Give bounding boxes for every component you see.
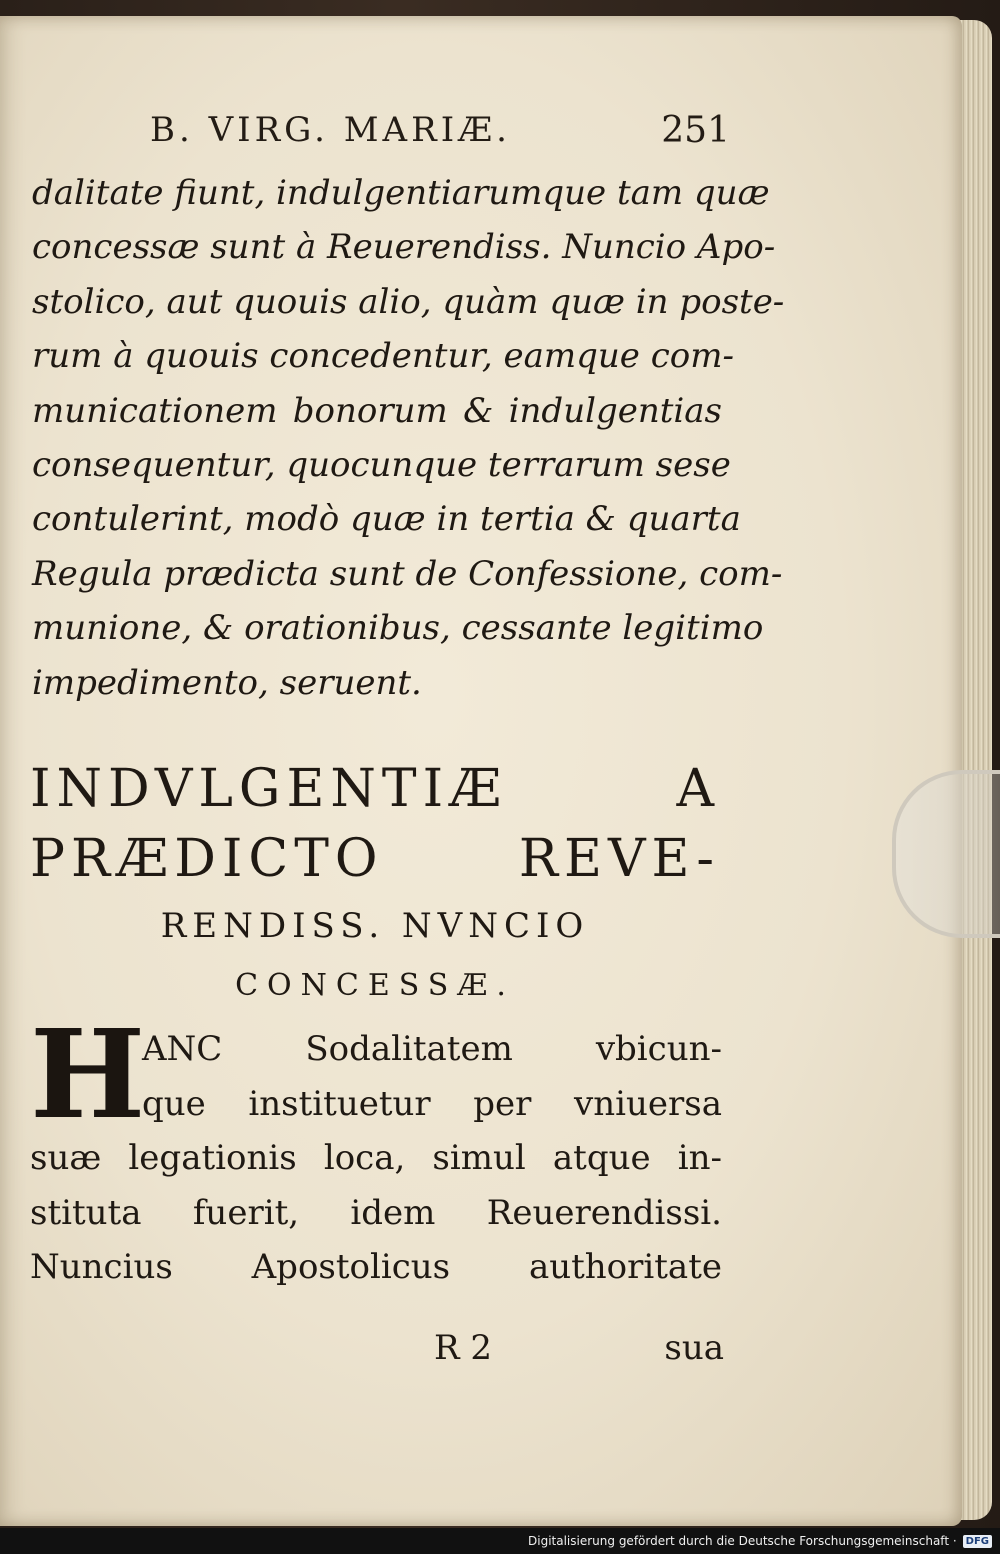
page-number: 251 bbox=[661, 110, 730, 151]
text-line: Regula prædicta sunt de Confessione, com- bbox=[32, 553, 783, 594]
roman-paragraph bbox=[30, 1002, 722, 1295]
book-page bbox=[0, 16, 962, 1526]
heading-line-1: INDVLGENTIÆ A bbox=[30, 759, 720, 819]
text-line: municationem bonorum & indulgentias bbox=[32, 390, 722, 431]
text-line: stolico, aut quouis alio, quàm quæ in poste- bbox=[32, 281, 785, 322]
drop-cap: H bbox=[30, 1002, 146, 1146]
italic-text-block bbox=[32, 166, 785, 710]
text-line: stituta fuerit, idem Reuerendissi. bbox=[30, 1192, 722, 1233]
heading-line-3: RENDISS. NVNCIO bbox=[160, 906, 590, 946]
heading-line-2: PRÆDICTO REVE- bbox=[30, 829, 720, 889]
text-line: Nuncius Apostolicus authoritate bbox=[30, 1247, 722, 1287]
catchword: sua bbox=[664, 1328, 724, 1368]
clasp-clip bbox=[892, 770, 1000, 938]
text-line: ANC Sodalitatem vbicun- bbox=[142, 1029, 722, 1069]
dfg-logo: DFG bbox=[963, 1535, 992, 1548]
heading-line-4: CONCESSÆ. bbox=[235, 968, 515, 1003]
catch-row bbox=[32, 1328, 724, 1378]
text-line: contulerint, modò quæ in tertia & quarta bbox=[32, 499, 741, 540]
section-heading bbox=[30, 754, 720, 1016]
text-line: que instituetur per vniuersa bbox=[142, 1083, 722, 1124]
text-line: consequentur, quocunque terrarum sese bbox=[32, 445, 731, 486]
text-line: impedimento, seruent. bbox=[32, 662, 422, 703]
digitization-footer bbox=[0, 1528, 1000, 1554]
text-line: concessæ sunt à Reuerendiss. Nuncio Apo- bbox=[32, 227, 776, 268]
text-line: munione, & orationibus, cessante legitimo bbox=[32, 608, 764, 649]
text-line: dalitate fiunt, indulgentiarumque tam quæ bbox=[32, 173, 770, 213]
running-head bbox=[150, 110, 730, 162]
signature-mark: R 2 bbox=[434, 1328, 493, 1368]
text-line: suæ legationis loca, simul atque in- bbox=[30, 1138, 722, 1178]
running-head-title: B. VIRG. MARIÆ. bbox=[150, 110, 511, 150]
text-line: rum à quouis concedentur, eamque com- bbox=[32, 336, 734, 377]
footer-text: Digitalisierung gefördert durch die Deutsche Forschungsgemeinschaft · bbox=[528, 1534, 957, 1548]
